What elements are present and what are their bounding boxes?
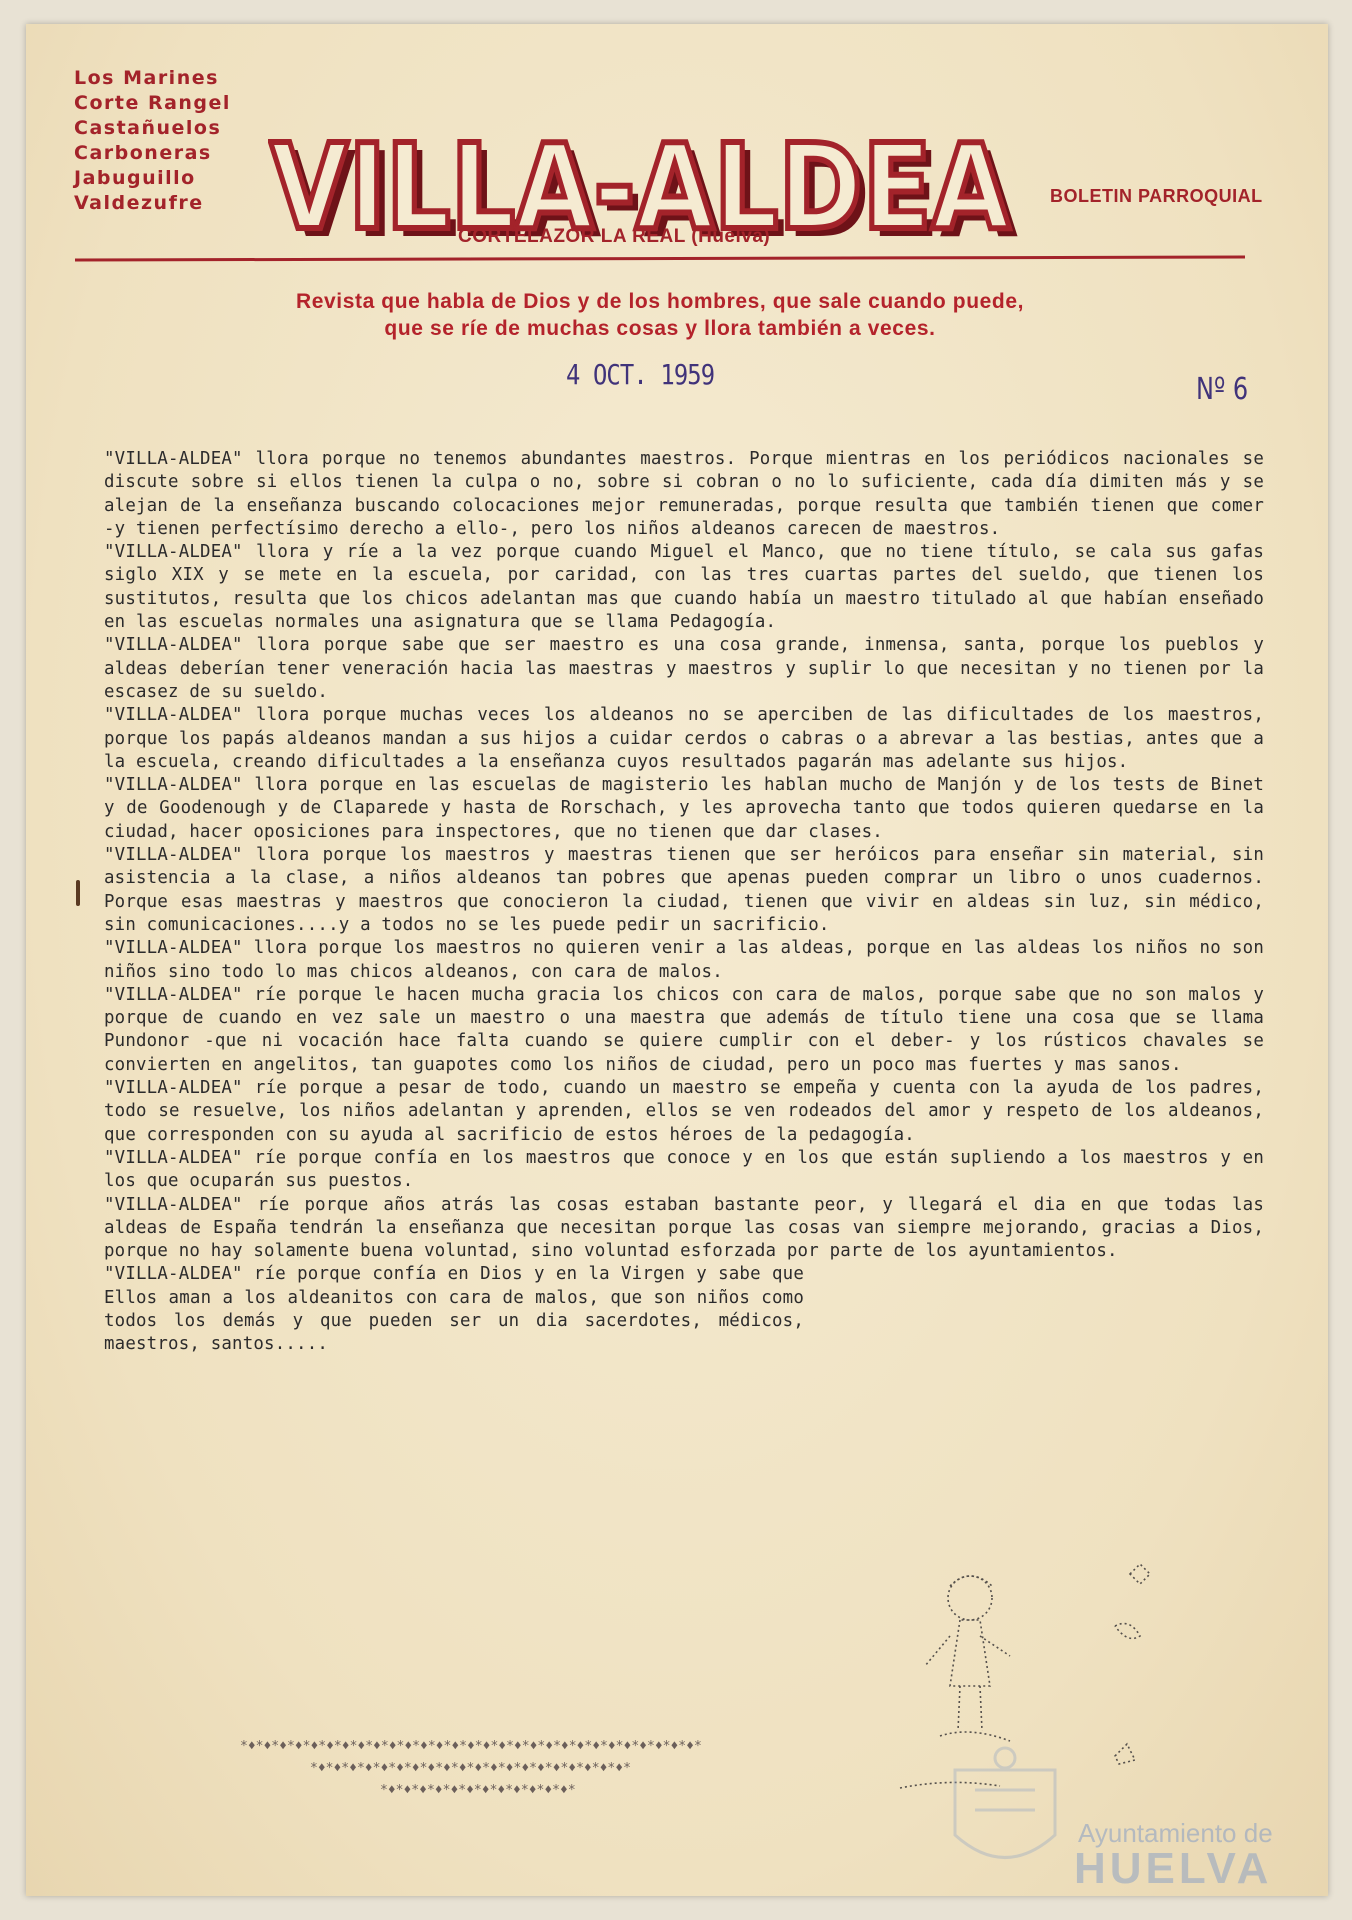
shield-band <box>975 1790 1035 1810</box>
article-paragraph: "VILLA-ALDEA" llora porque los maestros no quieren venir a las aldeas, porque en las aldeas los niños no son niños sino todo lo mas chicos aldeanos, con cara de malos. <box>104 938 1264 982</box>
article-paragraph: "VILLA-ALDEA" ríe porque años atrás las cosas estaban bastante peor, y llegará el dia en que todas las aldeas de España tendrán la enseñanza que necesitan porque las cosas van siempre mejorando, gracias a Dios, porque no hay solamente buena voluntad, sino voluntad esforzada por parte de los ayuntamientos. <box>104 1194 1264 1262</box>
village-name: Valdezufre <box>74 192 204 214</box>
article-paragraph: "VILLA-ALDEA" llora porque muchas veces los aldeanos no se aperciben de las dificultades de los maestros, porque los papás aldeanos mandan a sus hijos a cuidar cerdos o cabras o a abrevar a las bestias, antes que a la escuela, creando dificultades a la enseñanza cuyos resultados pagarán mas adelante sus hijos. <box>104 705 1264 772</box>
sketch-star <box>1130 1564 1150 1584</box>
sketch-bird <box>1115 1624 1140 1639</box>
article-paragraph: "VILLA-ALDEA" ríe porque confía en los maestros que conoce y en los que están supliendo a los maestros y en los que ocuparán sus puestos. <box>104 1147 1264 1192</box>
village-name: Corte Rangel <box>74 92 231 114</box>
watermark-line: Ayuntamiento de <box>1078 1818 1273 1848</box>
ornament-row: *♦*♦*♦*♦*♦*♦*♦*♦*♦*♦*♦*♦*♦*♦*♦*♦*♦*♦*♦*♦* <box>310 1761 631 1776</box>
shield-shape <box>955 1770 1055 1858</box>
date-stamp: 4 OCT. 1959 <box>566 358 715 391</box>
article-paragraph: "VILLA-ALDEA" llora porque sabe que ser maestro es una cosa grande, inmensa, santa, porque los pueblos y aldeas deberían tener veneración hacia las maestras y maestros y suplir lo que necesitan y no tienen por la escasez de su sueldo. <box>104 635 1264 702</box>
issue-number-stamp: Nº 6 <box>1196 372 1249 407</box>
ornament-row: *♦*♦*♦*♦*♦*♦*♦*♦*♦*♦*♦*♦* <box>380 1783 576 1798</box>
tagline-line: que se ríe de muchas cosas y llora también a veces. <box>384 317 936 340</box>
town-name: CORTELAZOR LA REAL (Huelva) <box>458 226 771 247</box>
bulletin-subtitle: BOLETIN PARROQUIAL <box>1050 186 1263 206</box>
article-paragraph: "VILLA-ALDEA" llora porque los maestros y maestras tienen que ser heróicos para enseñar sin material, sin asistencia a la clase, a niños aldeanos tan pobres que apenas pueden comprar un libro o unos cuadernos. Porque esas maestras y maestros que conocieron la ciudad, tienen que vivir en aldeas sin luz, sin médico, sin comunicaciones....y a todos no se les puede pedir un sacrificio. <box>104 845 1264 935</box>
watermark-line: HUELVA <box>1074 1844 1273 1893</box>
article-paragraph: "VILLA-ALDEA" llora porque en las escuelas de magisterio les hablan mucho de Manjón y de los tests de Binet y de Goodenough y de Claparede y hasta de Rorschach, y les aprovecha tanto que todos quieren quedarse en la ciudad, hacer oposiciones para inspectores, que no tienen que dar clases. <box>104 775 1264 842</box>
article-paragraph: "VILLA-ALDEA" ríe porque le hacen mucha gracia los chicos con cara de malos, porque sabe que no son malos y porque de cuando en vez sale un maestro o una maestra que además de título tiene una cosa que se llama Pundonor -que ni vocación hace falta cuando se quiere cumplir con el deber- y los rústicos chavales se convierten en angelitos, tan guapotes como los niños de ciudad, pero un poco mas fuertes y mas sanos. <box>104 984 1264 1075</box>
article-paragraph: "VILLA-ALDEA" ríe porque confía en Dios y en la Virgen y sabe que Ellos aman a los aldeanitos con cara de malos, que son niños como todos los demás y que pueden ser un dia sacerdotes, médicos, maestros, santos..... <box>104 1264 804 1355</box>
crown-shape <box>995 1748 1015 1768</box>
staple-mark <box>76 880 80 906</box>
sketch-legs <box>958 1686 982 1731</box>
masthead-title-inline: VILLA-ALDEA <box>270 118 1010 248</box>
article-paragraph: "VILLA-ALDEA" llora porque no tenemos abundantes maestros. Porque mientras en los periódicos nacionales se discute sobre si ellos tienen la culpa o no, sobre si cobran o no lo suficiente, cada día dimiten más y se alejan de la enseñanza buscando colocaciones mejor remuneradas, porque resulta que también tienen que comer -y tienen perfectísimo derecho a ello-, pero los niños aldeanos carecen de maestros. <box>104 449 1264 539</box>
village-name: Jabuguillo <box>74 167 196 189</box>
article-body <box>104 448 1264 1357</box>
village-name: Los Marines <box>74 67 219 89</box>
tagline <box>100 288 1220 342</box>
tagline-line: Revista que habla de Dios y de los hombres, que sale cuando puede, <box>295 290 1025 313</box>
masthead-title-shadow: VILLA-ALDEA <box>278 126 1018 248</box>
masthead-title: VILLA-ALDEA <box>270 118 1010 248</box>
village-name: Carboneras <box>74 142 212 164</box>
article-paragraph: "VILLA-ALDEA" ríe porque a pesar de todo, cuando un maestro se empeña y cuenta con la ayuda de los padres, todo se resuelve, los niños adelantan y aprenden, ellos se ven rodeados del amor y respeto de los aldeanos, que corresponden con su ayuda al sacrificio de estos héroes de la pedagogía. <box>104 1078 1264 1145</box>
ornament-row: *♦*♦*♦*♦*♦*♦*♦*♦*♦*♦*♦*♦*♦*♦*♦*♦*♦*♦*♦*♦*♦*♦*♦*♦*♦*♦*♦*♦*♦* <box>240 1739 702 1754</box>
village-list <box>74 66 231 216</box>
ornament-divider <box>240 1736 702 1802</box>
sketch-body <box>950 1620 990 1686</box>
article-paragraph: "VILLA-ALDEA" llora y ríe a la vez porque cuando Miguel el Manco, que no tiene título, se cala sus gafas siglo XIX y se mete en la escuela, por caridad, con las tres cuartas partes del sueldo, que tienen los sustitutos, resulta que los chicos adelantan mas que cuando había un maestro titulado al que habían enseñado en las escuelas normales una asignatura que se llama Pedagogía. <box>104 542 1264 633</box>
village-name: Castañuelos <box>74 117 222 139</box>
sketch-hair <box>950 1576 992 1586</box>
sketch-arms <box>925 1636 1010 1666</box>
